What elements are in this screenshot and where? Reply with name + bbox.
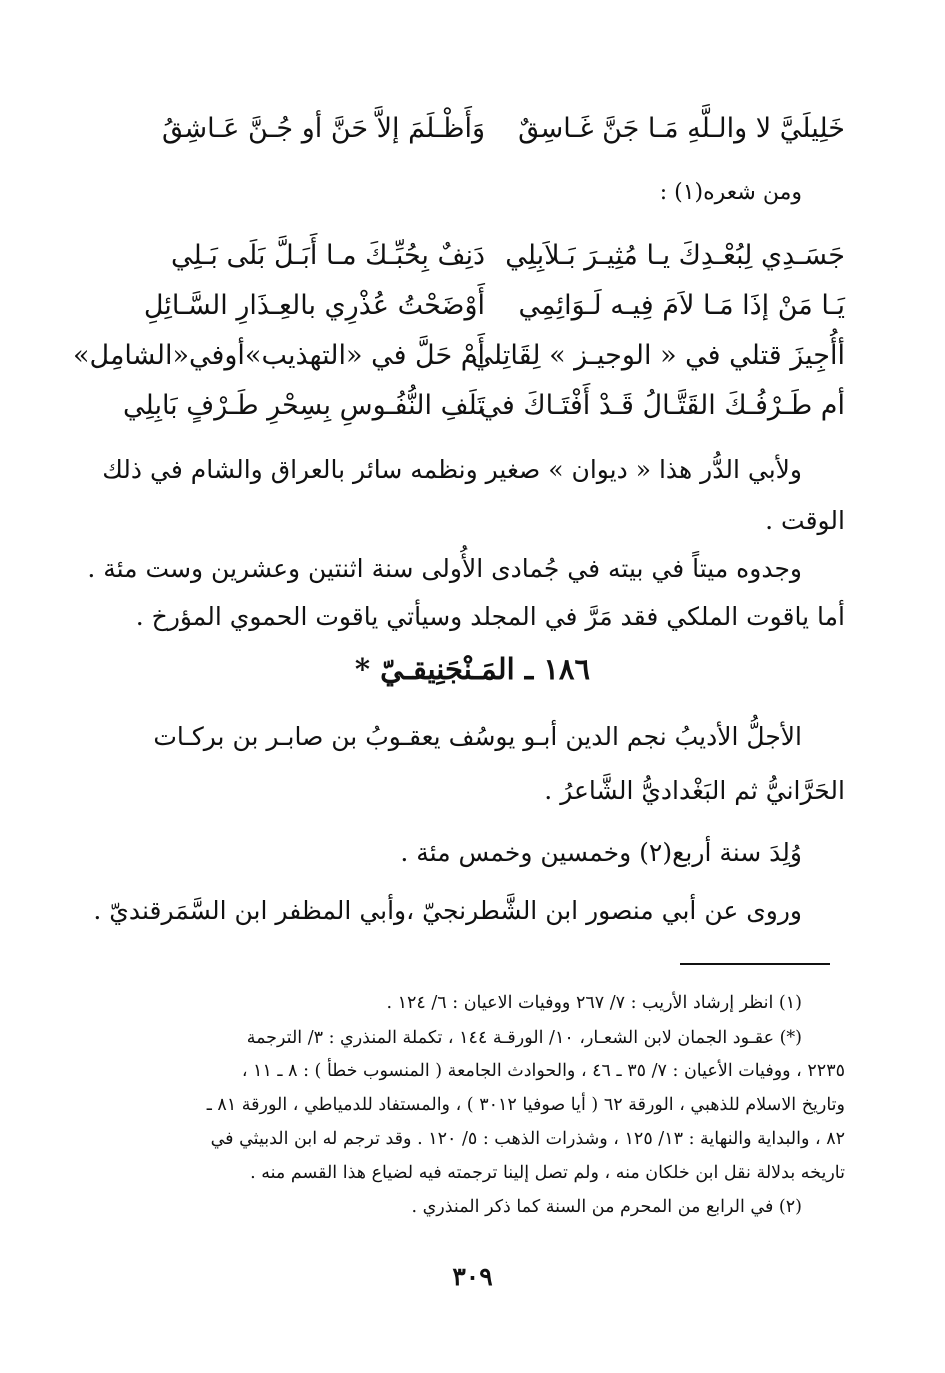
verse-second-hemistich: دَنِفٌ بِحُبِّـكَ مـا أَبَـلَّ بَلَى بَـلِي bbox=[171, 240, 485, 271]
paragraph-line: الحَرَّانيُّ ثم البَغْداديُّ الشَّاعرُ . bbox=[544, 776, 845, 805]
paragraph-line: الأجلُّ الأديبُ نجم الدين أبـو يوسُف يعقـوبُ بن صابـر بن بركـات bbox=[153, 722, 802, 751]
verse-first-hemistich: خَلِيلَيَّ لا والـلَّهِ مَـا جَنَّ غَـاسِقٌ bbox=[518, 113, 845, 144]
verse-first-hemistich: أم طَـرْفُـكَ القَتَّـالُ قَـدْ أَفْتَـاكَ في bbox=[479, 390, 845, 421]
footnote-line: ٨٢ ، والبداية والنهاية : ١٣/ ١٢٥ ، وشذرات الذهب : ٥/ ١٢٠ . وقد ترجم له ابن الدبيثي في bbox=[210, 1129, 845, 1149]
verse-second-hemistich: وَأَظْـلَمَ إلاَّ حَنَّ أو جُـنَّ عَـاشِقُ bbox=[162, 113, 485, 144]
verse-first-hemistich: جَسَـدِي لِبُعْـدِكَ يـا مُثِيـرَ بَـلاَبِلِي bbox=[505, 240, 845, 271]
footnote-line: (٢) في الرابع من المحرم من السنة كما ذكر المنذري . bbox=[411, 1197, 802, 1217]
paragraph-line: الوقت . bbox=[765, 506, 845, 535]
footnote-line: ٢٢٣٥ ، ووفيات الأعيان : ٧/ ٣٥ ـ ٤٦ ، والحوادث الجامعة ( المنسوب خطأ ) : ٨ ـ ١١ ، bbox=[241, 1061, 845, 1081]
paragraph-line: ولأبي الدُّر هذا « ديوان » صغير ونظمه سائر بالعراق والشام في ذلك bbox=[102, 455, 802, 484]
footnote-line: تاريخه بدلالة نقل ابن خلكان منه ، ولم تصل إلينا ترجمته فيه لضياع هذا القسم منه . bbox=[250, 1163, 845, 1183]
verse-second-hemistich: أَمْ حَلَّ في «التهذيب»أوفي«الشامِل» bbox=[72, 340, 485, 371]
verse-second-hemistich: أَوْضَحْتُ عُذْرِي بالعِـذَارِ السَّـائِلِ bbox=[143, 290, 485, 321]
footnote-line: (١) انظر إرشاد الأريب : ٧/ ٢٦٧ ووفيات الاعيان : ٦/ ١٢٤ . bbox=[386, 993, 802, 1013]
paragraph-line: أما ياقوت الملكي فقد مَرَّ في المجلد وسيأتي ياقوت الحموي المؤرخ . bbox=[135, 602, 845, 631]
footnote-line: (*) عقـود الجمان لابن الشعـار، ١٠/ الورقـة ١٤٤ ، تكملة المنذري : ٣/ الترجمة bbox=[246, 1028, 802, 1048]
poetry-intro: ومن شعره(١) : bbox=[659, 180, 802, 205]
verse-line bbox=[72, 340, 845, 371]
footnote-separator bbox=[680, 963, 830, 965]
verse-first-hemistich: يَـا مَنْ إذَا مَـا لاَمَ فِيـه لَـوَائِمِي bbox=[518, 290, 845, 321]
verse-second-hemistich: تَلَفِ النُّفُـوسِ بِسِحْرِ طَـرْفٍ بَابِلِي bbox=[123, 390, 485, 421]
verse-line bbox=[123, 390, 845, 421]
entry-heading: ١٨٦ ـ المَـنْجَنِيقـيّ * bbox=[354, 652, 591, 686]
verse-line bbox=[143, 290, 845, 321]
paragraph-line: وجدوه ميتاً في بيته في جُمادى الأُولى سنة اثنتين وعشرين وست مئة . bbox=[87, 554, 802, 583]
verse-first-hemistich: أأُجِيزَ قتلي في « الوجيـز » لِقَاتِلي bbox=[471, 340, 845, 371]
verse-line bbox=[171, 240, 845, 271]
page-number: ٣٠٩ bbox=[452, 1262, 493, 1291]
paragraph-line: وروى عن أبي منصور ابن الشَّطرنجيّ ،وأبي المظفر ابن السَّمَرقنديّ . bbox=[93, 896, 802, 925]
footnote-line: وتاريخ الاسلام للذهبي ، الورقة ٦٢ ( أيا صوفيا ٣٠١٢ ) ، والمستفاد للدمياطي ، الورقة ٨١ ـ bbox=[206, 1095, 845, 1115]
verse-line bbox=[162, 113, 845, 144]
paragraph-line: وُلِدَ سنة أربع(٢) وخمسين وخمس مئة . bbox=[400, 838, 802, 867]
